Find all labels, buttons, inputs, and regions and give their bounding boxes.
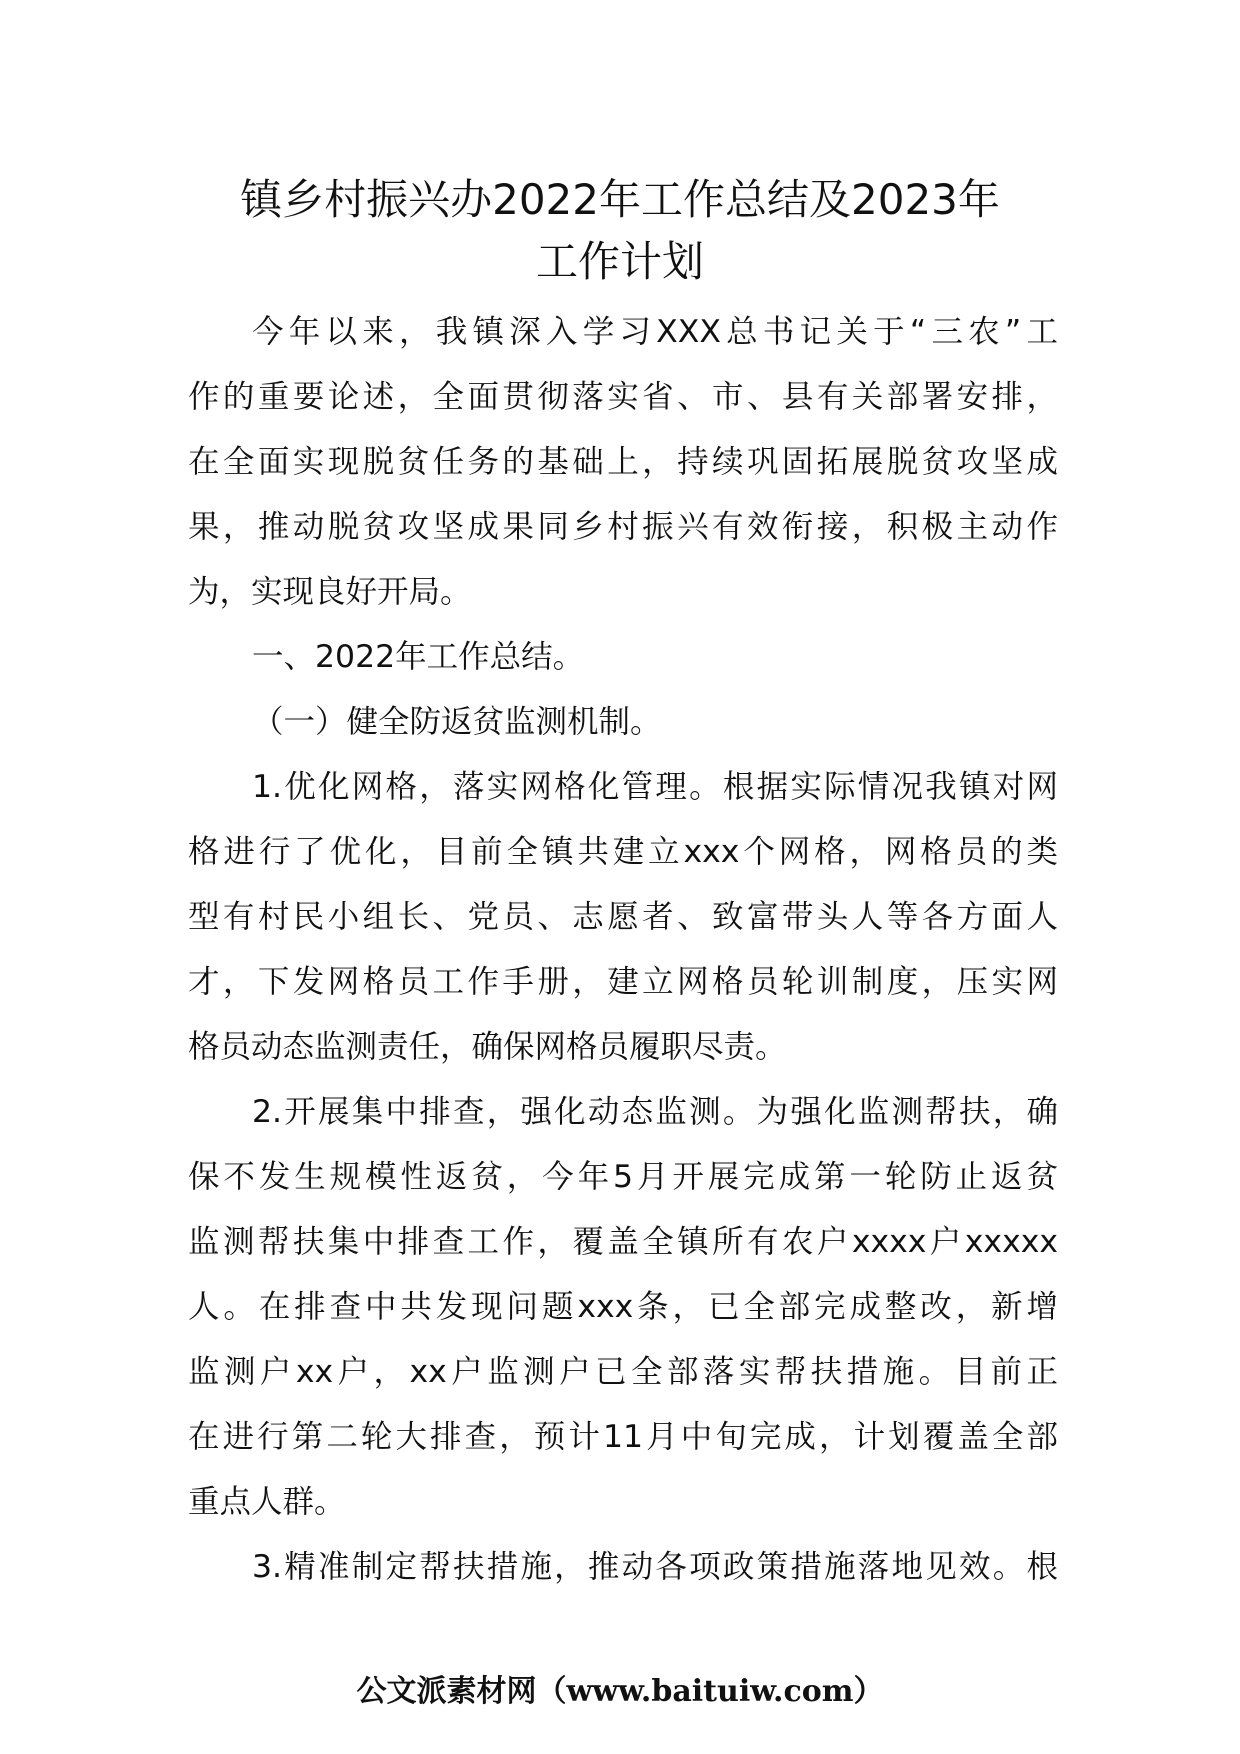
footer-watermark: 公文派素材网（www.baituiw.com） — [356, 1674, 884, 1709]
text-line: 重点人群。 — [188, 1484, 346, 1520]
text-line: 果，推动脱贫攻坚成果同乡村振兴有效衔接，积极主动作 — [188, 509, 1058, 545]
text-line: 型有村民小组长、党员、志愿者、致富带头人等各方面人 — [188, 899, 1058, 935]
text-line: 监测户xx户，xx户监测户已全部落实帮扶措施。目前正 — [188, 1354, 1058, 1390]
paragraph-intro — [188, 300, 1058, 625]
text-line: 为，实现良好开局。 — [188, 574, 472, 610]
text-line: 1.优化网格，落实网格化管理。根据实际情况我镇对网 — [252, 769, 1058, 805]
text-line: （一）健全防返贫监测机制。 — [252, 704, 662, 740]
text-line: 一、2022年工作总结。 — [252, 639, 585, 675]
text-line: 今年以来，我镇深入学习XXX总书记关于“三农”工 — [252, 314, 1058, 350]
paragraph-item-2 — [188, 1080, 1058, 1535]
text-line: 人。在排查中共发现问题xxx条，已全部完成整改，新增 — [188, 1289, 1058, 1325]
text-line: 才，下发网格员工作手册，建立网格员轮训制度，压实网 — [188, 964, 1058, 1000]
text-line: 格员动态监测责任，确保网格员履职尽责。 — [188, 1029, 787, 1065]
text-line: 监测帮扶集中排查工作，覆盖全镇所有农户xxxx户xxxxx — [188, 1224, 1058, 1260]
subsection-heading — [188, 690, 1058, 755]
text-line: 格进行了优化，目前全镇共建立xxx个网格，网格员的类 — [188, 834, 1058, 870]
paragraph-item-1 — [188, 755, 1058, 1080]
document-title-line-1: 镇乡村振兴办2022年工作总结及2023年 — [240, 175, 1000, 224]
text-line: 3.精准制定帮扶措施，推动各项政策措施落地见效。根 — [252, 1549, 1058, 1585]
section-heading — [188, 625, 1058, 690]
text-line: 保不发生规模性返贫，今年5月开展完成第一轮防止返贫 — [188, 1159, 1058, 1195]
paragraph-item-3 — [188, 1535, 1058, 1600]
text-line: 作的重要论述，全面贯彻落实省、市、县有关部署安排， — [188, 379, 1058, 415]
document-body — [188, 300, 1058, 1600]
document-title-line-2: 工作计划 — [535, 237, 704, 286]
text-line: 在进行第二轮大排查，预计11月中旬完成，计划覆盖全部 — [188, 1419, 1058, 1455]
text-line: 2.开展集中排查，强化动态监测。为强化监测帮扶，确 — [252, 1094, 1058, 1130]
text-line: 在全面实现脱贫任务的基础上，持续巩固拓展脱贫攻坚成 — [188, 444, 1058, 480]
